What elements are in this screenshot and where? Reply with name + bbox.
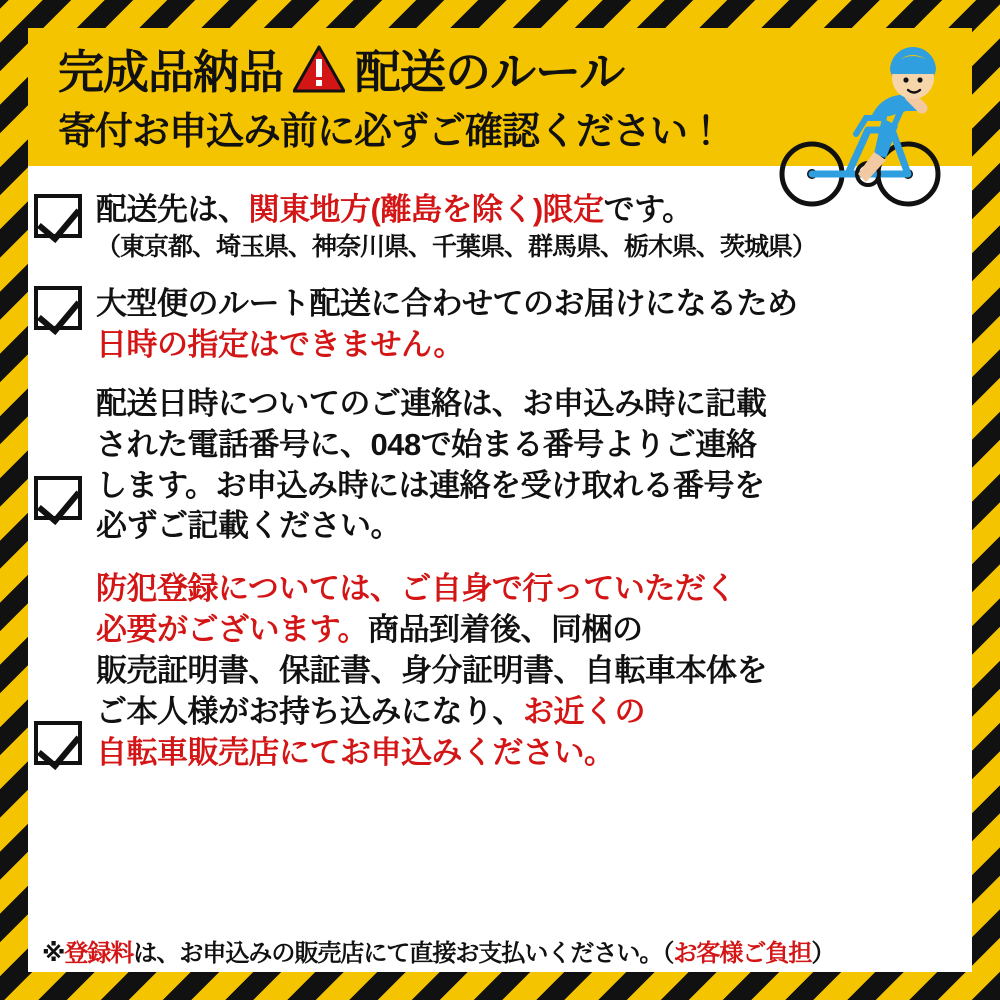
rule-4-line-5: 自転車販売店にてお申込みください。 xyxy=(96,734,615,770)
rule-4-line-1: 防犯登録については、ご自身で行っていただく xyxy=(96,571,736,607)
rule-3-line-4: 必ずご記載ください。 xyxy=(96,508,401,544)
rule-4-line-2 xyxy=(96,610,964,651)
header-title-left: 完成品納品 xyxy=(58,46,283,98)
rule-4-line-4 xyxy=(96,692,964,733)
rule-item-crime-prevention-registration xyxy=(28,569,972,774)
footnote-prefix: ※ xyxy=(42,940,65,967)
rule-2-line-2: 日時の指定はできません。 xyxy=(96,326,464,362)
rule-3-line-2: された電話番号に、048で始まる番号よりご連絡 xyxy=(96,426,757,462)
rule-3-line-3: します。お申込み時には連絡を受け取れる番号を xyxy=(96,467,765,503)
checkbox-icon xyxy=(34,721,82,765)
header-title-row xyxy=(58,36,624,102)
footnote-suffix: ） xyxy=(811,940,835,967)
rule-text xyxy=(96,569,964,774)
rule-text xyxy=(96,284,964,366)
header-title-right: 配送のルール xyxy=(355,46,625,98)
checkbox-icon xyxy=(34,194,82,238)
rule-1-line-1-a: 配送先は、 xyxy=(96,192,249,227)
rule-item-delivery-area xyxy=(28,190,972,264)
rule-1-line-1-red: 関東地方(離島を除く)限定 xyxy=(248,192,604,227)
rule-4-line-2-black: 商品到着後、同梱の xyxy=(368,612,643,648)
rule-item-contact-phone xyxy=(28,384,972,548)
rule-4-line-3: 販売証明書、保証書、身分証明書、自転車本体を xyxy=(96,653,767,689)
rule-1-prefectures: （東京都、埼玉県、神奈川県、千葉県、群馬県、栃木県、茨城県） xyxy=(96,232,817,261)
checkbox-icon xyxy=(34,286,82,330)
rule-2-line-1: 大型便のルート配送に合わせてのお届けになるため xyxy=(96,285,798,321)
rules-list xyxy=(28,172,972,972)
rule-3-line-1: 配送日時についてのご連絡は、お申込み時に記載 xyxy=(96,385,767,421)
header-band xyxy=(28,28,972,166)
footnote-red-2: お客様ご負担 xyxy=(673,940,812,967)
warning-triangle-icon xyxy=(293,45,345,93)
rule-text xyxy=(96,384,964,548)
footnote-red-1: 登録料 xyxy=(64,940,134,967)
rule-4-line-4-black: ご本人様がお持ち込みになり、 xyxy=(96,694,523,730)
footnote-middle: は、お申込みの販売店にて直接お支払いください。（ xyxy=(133,940,674,967)
rule-item-no-time-designation xyxy=(28,284,972,366)
rule-1-line-1 xyxy=(96,190,964,231)
rule-text xyxy=(96,190,964,264)
header-subtitle: 寄付お申込み前に必ずご確認ください！ xyxy=(58,111,725,153)
rule-1-line-1-b: です。 xyxy=(603,192,693,227)
footnote xyxy=(28,933,972,968)
rule-4-line-4-red: お近くの xyxy=(523,694,645,730)
checkbox-icon xyxy=(34,476,82,520)
rule-4-line-2-red: 必要がございます。 xyxy=(96,612,369,648)
